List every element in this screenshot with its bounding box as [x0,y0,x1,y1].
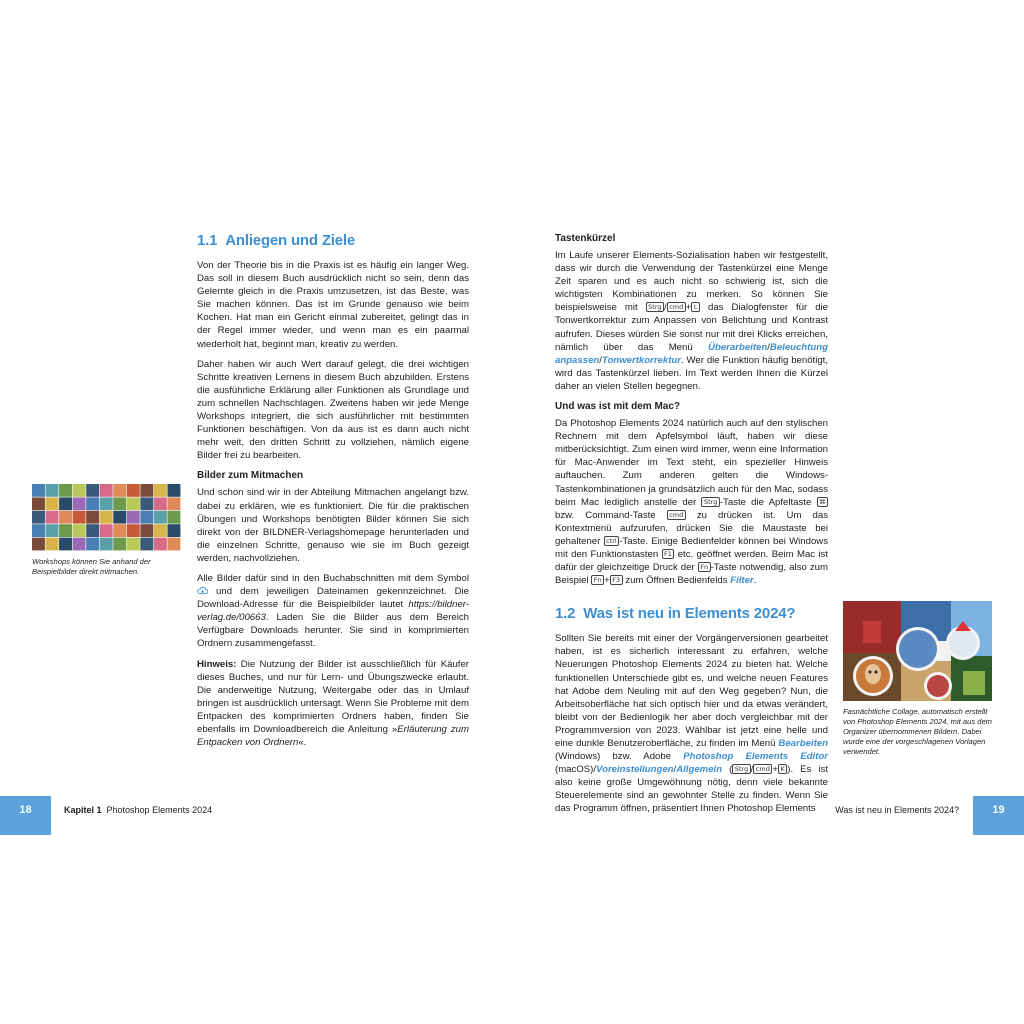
download-cloud-icon [197,586,208,595]
key-ctrl: ctrl [604,536,620,546]
key-k: K [778,764,787,774]
menu-voreinstellungen: Voreinstellungen [596,764,674,776]
thumbnail-tile [113,511,126,524]
thumbnail-tile [59,484,72,497]
thumbnail-tile [167,484,180,497]
thumbnail-tile [73,484,86,497]
paragraph: Und schon sind wir in der Abteilung Mitmachen angelangt bzw. dabei zu erklären, wie es funktioniert. Die für die praktischen Übungen und Workshops benötigten Bilder können Sie sich direkt von der BILDNER-Verlagshomepage herunterladen und die einzelnen Schritte, genauso wie sie im Buch gezeigt werden, nachvollziehen. [197,487,469,564]
thumbnail-tile [46,497,59,510]
subheading-mac: Und was ist mit dem Mac? [555,401,681,413]
thumbnail-tile [140,511,153,524]
right-image-caption: Fasnächtliche Collage, automatisch erstellt von Photoshop Elements 2024, mit aus dem Organizer übernommenen Bildern. Dabei wurde eine der vorgeschlagenen Vorlagen verwendet. [843,707,993,756]
paragraph: Im Laufe unserer Elements-Sozialisation haben wir festgestellt, dass wir durch die Verwendung der Tastenkürzel eine Menge Zeit sparen und es auch nicht so schwierig ist, sich die wichtigsten Kombinationen zu merken. So können Sie beispielsweise mit Strg / cmd + L das Dialogfenster für die Tonwertkorrektur zum Anpassen von Belichtung und Kontrast aufrufen. Dieses würden Sie sonst nur mit drei Klicks erreichen, nämlich über das Menü Überarbeiten/Beleuchtung anpassen/Tonwertkorrektur. Wer die Funktion häufig benötigt, wird das Tastenkürzel lieben. Im Text werden Ihnen die Kürzel daher an vielen Stellen begegnen. [555,250,829,392]
subheading-bilder: Bilder zum Mitmachen [197,470,304,482]
thumbnail-tile [59,524,72,537]
thumbnail-tile [100,524,113,537]
section-heading-1-2: 1.2 Was ist neu in Elements 2024? [555,605,796,623]
key-l: L [691,302,700,312]
thumbnail-tile [32,484,45,497]
thumbnail-tile [113,497,126,510]
thumbnail-tile [100,497,113,510]
thumbnail-tile [127,484,140,497]
thumbnail-tile [86,524,99,537]
thumbnail-tile [167,497,180,510]
paragraph: Alle Bilder dafür sind in den Buchabschnitten mit dem Symbol und dem jeweiligen Dateinamen gekennzeichnet. Die Download-Adresse für die Beispielbilder lautet https://bildner-verlag.de/00663. Laden Sie die Bilder aus dem Bereich Verfügbare Downloads herunter. Sie sind in komprimierten Ordnern zusammengefasst. [197,572,469,650]
paragraph: Da Photoshop Elements 2024 natürlich auch auf den stylischen Rechnern mit dem Apfelsymbol läuft, haben wir diese mitberücksichtigt. Zum einen wird immer, wenn eine Information für Mac-Anwender im Text steht, ein spezieller Hinweis auftauchen. Zum anderen gelten die Windows-Tastenkombinationen ja grundsätzlich auch für den Mac, sodass beim Mac lediglich anstelle der Strg -Taste die Apfeltaste ⌘ bzw. Command-Taste cmd zu drücken ist. Um das Kontextmenü aufzurufen, drücken Sie die Maustaste bei gehaltener ctrl -Taste. Einige Bedienfelder können bei Windows mit den Funktionstasten F1 etc. geöffnet werden. Beim Mac ist dafür der gleichzeitige Druck der Fn -Taste notwendig, also zum Beispiel Fn + F3 zum Öffnen Bedienfelds Filter. [555,418,829,587]
thumbnail-tile [127,524,140,537]
key-f3: F3 [610,575,623,585]
thumbnail-tile [140,538,153,551]
thumbnail-tile [73,538,86,551]
thumbnail-tile [140,524,153,537]
thumbnail-tile [73,497,86,510]
thumbnail-tile [113,538,126,551]
right-page-number: 19 [973,796,1024,835]
thumbnail-tile [46,484,59,497]
thumbnail-tile [154,538,167,551]
key-cmd: cmd [667,510,686,520]
left-image-caption: Workshops können Sie anhand der Beispielbilder direkt mitmachen. [32,557,151,576]
section-heading-1-1: 1.1 Anliegen und Ziele [197,232,356,249]
thumbnail-tile [46,524,59,537]
thumbnail-tile [86,538,99,551]
thumbnail-tile [113,484,126,497]
carnival-collage-image [843,601,992,701]
key-cmd: cmd [753,764,772,774]
thumbnail-tile [73,524,86,537]
thumbnail-tile [127,511,140,524]
thumbnail-tile [86,497,99,510]
key-fn: Fn [698,562,711,572]
key-strg: Strg [646,302,664,312]
paragraph: Daher haben wir auch Wert darauf gelegt, die drei wichtigen Schritte kreativen Lernens in diesem Buch abzubilden. Erstens die ausführliche Erklärung aller Funktionen als Grundlage und zum schnellen Nachschlagen. Zweitens haben wir jede Menge Workshops integriert, die sich ausführlicher mit bestimmten Funktionen beschäftigen. Von da aus ist es dann auch nicht mehr weit, den dritten Schritt zu vollziehen, nämlich eigene Bilder frei zu bearbeiten. [197,358,469,462]
thumbnail-tile [154,497,167,510]
key-f1: F1 [662,549,675,559]
thumbnail-tile [59,511,72,524]
right-column [555,232,828,823]
key-cmd: cmd [667,302,686,312]
thumbnail-tile [140,497,153,510]
download-url[interactable]: https://bildner-verlag.de/00663 [197,599,469,624]
menu-tonwertkorrektur: Tonwertkorrektur [601,354,682,366]
menu-filter: Filter [730,575,754,587]
thumbnail-tile [154,511,167,524]
thumbnail-tile [46,538,59,551]
paragraph: Von der Theorie bis in die Praxis ist es häufig ein langer Weg. Das soll in diesem Buch ausdrücklich nicht so sein, denn das Gelernte gleich in die Praxis umzusetzen, ist das Beste, was Sie machen können. Das ist im Grunde genauso wie beim Kochen. Hat man ein Gericht einmal zubereitet, gelingt das in der Regel immer wieder, und wenn man es ein paarmal wiederholt hat, beginnt man, kreativ zu werden. [197,260,469,350]
thumbnail-tile [100,484,113,497]
paragraph-hinweis: Hinweis: Die Nutzung der Bilder ist ausschließlich für Käufer dieses Buches, und nur für Lern- und Übungszwecke erlaubt. Die anderweitige Nutzung, Weitergabe oder das in Umlauf bringen ist ausdrücklich untersagt. Wenn Sie Probleme mit dem Entpacken des komprimierten Ordners haben, finden Sie ebenfalls im Downloadbereich die Anleitung »Erläuterung zum Entpacken von Ordnern«. [197,658,469,749]
right-running-head: Was ist neu in Elements 2024? [835,805,959,815]
thumbnail-tile [100,511,113,524]
thumbnail-tile [86,511,99,524]
thumbnail-tile [127,538,140,551]
thumbnail-tile [73,511,86,524]
left-running-head: Kapitel 1 Photoshop Elements 2024 [64,805,213,815]
thumbnail-tile [140,484,153,497]
thumbnail-tile [46,511,59,524]
key-apple: ⌘ [817,497,829,507]
thumbnail-tile [32,511,45,524]
workshop-thumbnails-image [32,484,181,551]
thumbnail-tile [127,497,140,510]
left-page-number: 18 [0,796,51,835]
key-strg: Strg [701,497,719,507]
thumbnail-tile [32,524,45,537]
menu-allgemein: Allgemein [676,764,723,776]
menu-beleuchtung: Beleuchtung anpassen [555,341,828,366]
thumbnail-tile [32,497,45,510]
key-fn: Fn [591,575,604,585]
left-column [197,232,469,756]
subheading-tastenkuerzel: Tastenkürzel [555,233,616,244]
thumbnail-tile [86,484,99,497]
thumbnail-tile [100,538,113,551]
menu-pe-editor: Photoshop Elements Editor [683,751,828,763]
thumbnail-tile [154,524,167,537]
menu-bearbeiten: Bearbeiten [778,738,828,749]
thumbnail-tile [32,538,45,551]
menu-ueberarbeiten: Überarbeiten [708,341,768,353]
thumbnail-tile [154,484,167,497]
key-strg: Strg [732,764,750,774]
thumbnail-tile [59,497,72,510]
thumbnail-tile [167,524,180,537]
thumbnail-tile [167,511,180,524]
thumbnail-tile [59,538,72,551]
thumbnail-tile [167,538,180,551]
paragraph: Sollten Sie bereits mit einer der Vorgängerversionen gearbeitet haben, ist es sicherlich interessant zu erfahren, welche Neuerungen Photoshop Elements 2024 zu bieten hat. Welche funktionellen Unterschiede gibt es, und welche neuen Features hat Adobe dem Neuling mit auf den Weg gegeben? Nun, die Arbeitsoberfläche hat sich optisch hier und da etwas verändert, bleibt von der Bedienlogik her aber doch vergleichbar mit der Programmversion von 2023. Wählbar ist jetzt eine helle und eine dunkle Benutzeroberfläche, zu finden im Menü Bearbeiten (Windows) bzw. Adobe Photoshop Elements Editor (macOS)/Voreinstellungen/Allgemein ( Strg / cmd + K ). Es ist also keine große Umgewöhnung nötig, denn viele bekannte Steuerelemente sind an gewohnter Stelle zu finden. Wenn Sie das Programm öffnen, präsentiert Ihnen Photoshop Elements [555,633,828,815]
thumbnail-tile [113,524,126,537]
